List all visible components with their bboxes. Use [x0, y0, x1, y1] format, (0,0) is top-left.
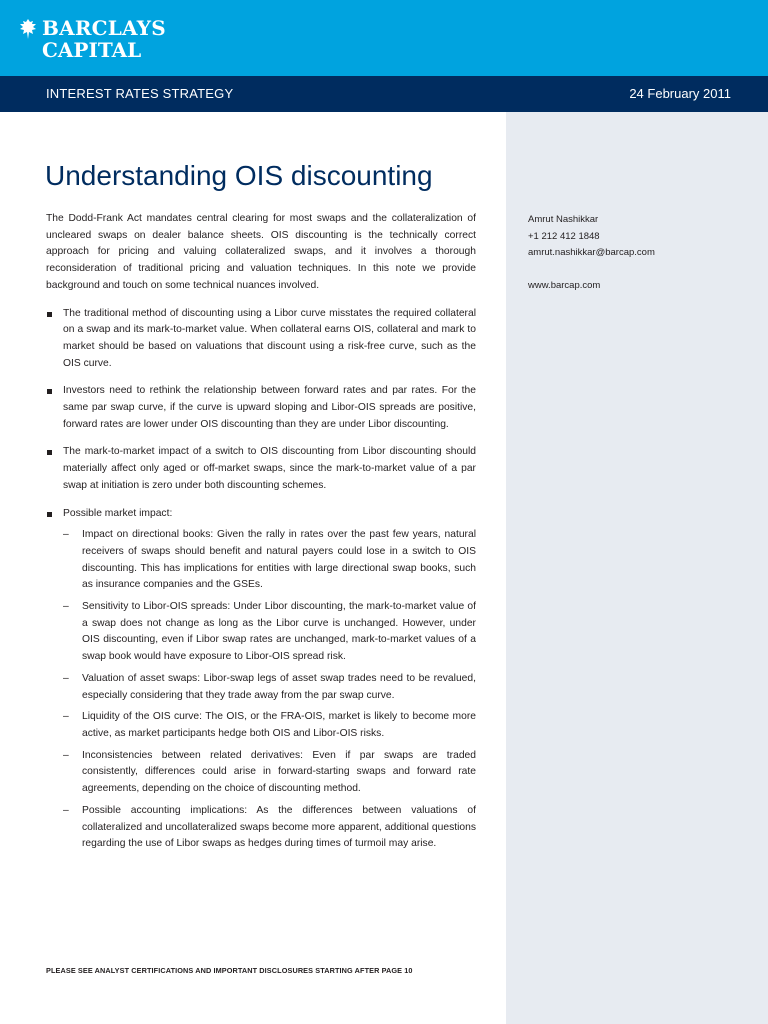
author-name: Amrut Nashikkar [528, 214, 599, 225]
eagle-icon [18, 18, 38, 40]
bullet-item: Investors need to rethink the relationship between forward rates and par rates. For the same par swap curve, if the curve is upward sloping and Libor-OIS spreads are positive, forward rates are lower under OIS discounting than they are under Libor discounting. [46, 383, 476, 433]
brand-name-line1: BARCLAYS [42, 16, 166, 40]
author-email[interactable]: amrut.nashikkar@barcap.com [528, 247, 655, 258]
sub-bullet-item: – Impact on directional books: Given the rally in rates over the past few years, natural receivers of swaps should benefit and natural payers could lose in a switch to OIS discounting. This has implications for entities with large directional swap books, such as insurance companies and the GSEs. [63, 527, 476, 594]
market-impact-list [63, 527, 476, 853]
sub-bullet-item: – Possible accounting implications: As the differences between valuations of collateralized and uncollateralized swaps become more apparent, additional questions regarding the use of Libor swaps as hedges during times of turmoil may arise. [63, 803, 476, 853]
author-contact [528, 212, 655, 294]
disclosure-notice: PLEASE SEE ANALYST CERTIFICATIONS AND IMPORTANT DISCLOSURES STARTING AFTER PAGE 10 [46, 966, 413, 975]
bullet-item: The mark-to-market impact of a switch to OIS discounting from Libor discounting should materially affect only aged or off-market swaps, since the mark-to-market value of a par swap at initiation is zero under both discounting schemes. [46, 444, 476, 494]
bullet-item-market-impact [46, 506, 476, 853]
bullet-label: Possible market impact: [63, 507, 173, 519]
spacer [528, 262, 655, 278]
sub-bullet-item: – Valuation of asset swaps: Libor-swap legs of asset swap trades need to be revalued, especially considering that they trade away from the par swap curve. [63, 671, 476, 704]
barclays-capital-logo [18, 16, 166, 66]
website-link[interactable]: www.barcap.com [528, 279, 601, 291]
brand-name-line2: CAPITAL [42, 38, 142, 62]
publication-date: 24 February 2011 [629, 86, 731, 101]
intro-paragraph: The Dodd-Frank Act mandates central clearing for most swaps and the collateralization of uncleared swaps on dealer balance sheets. OIS discounting is the technically correct approach for pricing and valuing collateralized swaps, and it involves a thorough reconsideration of traditional pricing and valuation techniques. In this note we provide background and touch on some technical nuances involved. [46, 213, 476, 291]
section-bar [0, 76, 768, 112]
bullet-item: The traditional method of discounting using a Libor curve misstates the required collateral on a swap and its mark-to-market value. When collateral earns OIS, collateral and mark to market should be based on valuations that discount using a risk-free curve, such as the OIS curve. [46, 306, 476, 373]
main-content [46, 211, 476, 864]
page-title: Understanding OIS discounting [45, 160, 433, 191]
sub-bullet-item: – Liquidity of the OIS curve: The OIS, or the FRA-OIS, market is likely to become more active, as market participants hedge both OIS and Libor-OIS risks. [63, 709, 476, 742]
section-title: INTEREST RATES STRATEGY [46, 86, 234, 101]
key-points-list [46, 306, 476, 853]
sub-bullet-item: – Inconsistencies between related derivatives: Even if par swaps are traded consistently, differences could arise in forward-starting swaps and forward rate agreements, depending on the choice of discounting method. [63, 748, 476, 798]
sub-bullet-item: – Sensitivity to Libor-OIS spreads: Under Libor discounting, the mark-to-market value of a swap does not change as long as the Libor curve is unchanged. However, under OIS discounting, even if Libor swap rates are unchanged, mark-to-market values of a swap book would have exposure to Libor-OIS spread risk. [63, 599, 476, 666]
brand-header [0, 0, 768, 76]
author-phone: +1 212 412 1848 [528, 230, 600, 242]
